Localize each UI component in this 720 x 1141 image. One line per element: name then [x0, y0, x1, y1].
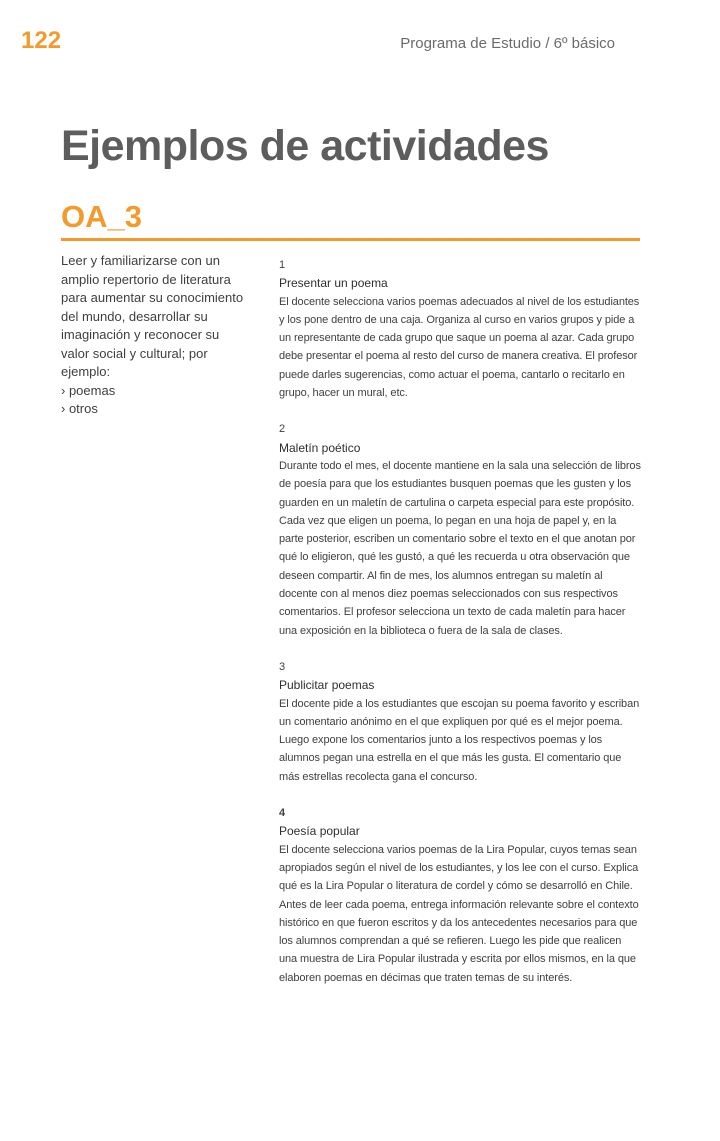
oa-code-heading: OA_3 — [61, 199, 142, 234]
activity-title: Publicitar poemas — [279, 678, 375, 693]
objective-item: › otros — [61, 401, 98, 416]
activity-title: Maletín poético — [279, 440, 361, 455]
activity-number: 1 — [279, 259, 286, 271]
activity-title: Poesía popular — [279, 824, 360, 839]
activity-description: El docente pide a los estudiantes que escojan su poema favorito y escriban un comentario anónimo en el que expliquen por qué es el mejor poema. Luego expone los comentarios junto a los respectivos poemas y los alumnos pegan una estrella en el que más les gusta. El comentario que más estrellas recolecta gana el concurso. — [279, 697, 640, 783]
activity-description: El docente selecciona varios poemas de la Lira Popular, cuyos temas sean apropiados según el nivel de los estudiantes, y los lee con el curso. Explica qué es la Lira Popular o literatura de cordel y cómo se desarrolló en Chile. Antes de leer cada poema, entrega información relevante sobre el contexto histórico en que fueron escritos y da los antecedentes necesarios para que los alumnos comprendan a qué se refieren. Luego les pide que realicen una muestra de Lira Popular ilustrada y escrita por ellos mismos, en la que elaboren poemas en décimas que traten temas de su interés. — [279, 843, 639, 984]
activity-number: 3 — [279, 660, 286, 673]
activity-item — [279, 658, 641, 786]
activity-number: 4 — [279, 807, 286, 820]
activity-description: El docente selecciona varios poemas adecuados al nivel de los estudiantes y los pone dentro de una caja. Organiza al curso en varios grupos y pide a un representante de cada grupo que saque un poema al azar. Cada grupo debe presentar el poema al resto del curso de manera creativa. El profesor puede darles sugerencias, como actuar el poema, cantarlo o recitarlo en grupo, hacer un mural, etc. — [279, 295, 640, 400]
page-title: Ejemplos de actividades — [61, 122, 549, 170]
activities-list — [279, 256, 641, 987]
page-number: 122 — [21, 27, 62, 54]
objective-item: › poemas — [61, 382, 116, 398]
section-divider — [61, 238, 640, 241]
activity-item — [279, 804, 641, 987]
learning-objective — [61, 252, 246, 419]
activity-item — [279, 420, 641, 640]
activity-description: Durante todo el mes, el docente mantiene en la sala una selección de libros de poesía para que los estudiantes busquen poemas que les gusten y los guarden en un maletín de cartulina o carpeta especial para este propósito. Cada vez que eligen un poema, lo pegan en una hoja de papel y, en la parte posterior, escriben un comentario sobre el texto en el que anotan por qué lo eligieron, qué les gustó, a qué les recuerda u otra observación que deseen compartir. Al fin de mes, los alumnos entregan su maletín al docente con al menos diez poemas seleccionados con sus respectivos comentarios. El profesor selecciona un texto de cada maletín para hacer una exposición en la biblioteca o fuera de la sala de clases. — [279, 459, 641, 637]
activity-number: 2 — [279, 423, 286, 436]
activity-title: Presentar un poema — [279, 276, 388, 291]
objective-text: Leer y familiarizarse con un amplio repertorio de literatura para aumentar su conocimiento del mundo, desarrollar su imaginación y reconocer su valor social y cultural; por ejemplo: — [61, 253, 244, 379]
running-header: Programa de Estudio / 6º básico — [400, 35, 615, 52]
activity-item — [279, 256, 641, 402]
